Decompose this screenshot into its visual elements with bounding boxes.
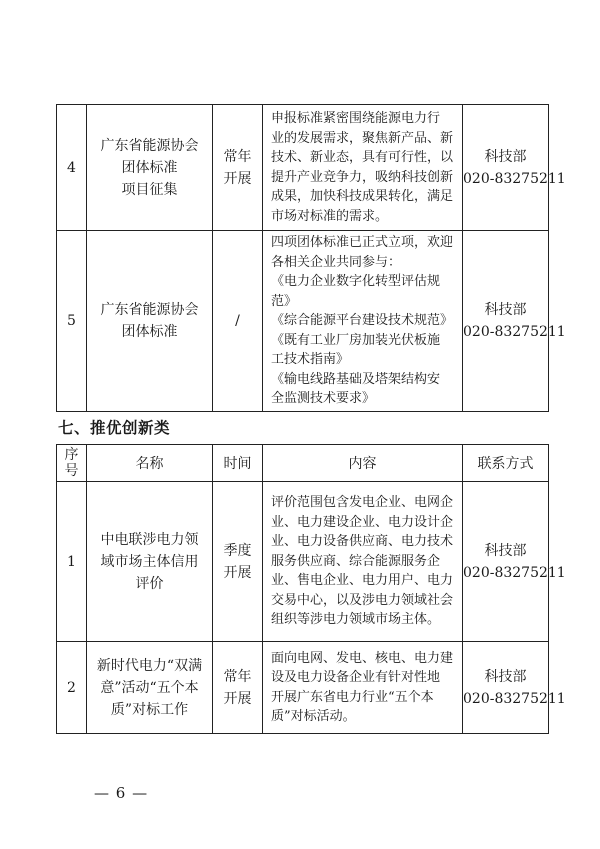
standards-table bbox=[56, 104, 566, 412]
header-name: 名称 bbox=[87, 445, 213, 482]
table-row bbox=[57, 105, 549, 231]
row-number: 1 bbox=[57, 482, 87, 642]
header-contact: 联系方式 bbox=[463, 445, 549, 482]
item-content: 评价范围包含发电企业、电网企 业、电力建设企业、电力设计企 业、电力设备供应商、电力技术 服务供应商、综合能源服务企 业、售电企业、电力用户、电力 交易中心，以及涉电力领域社会 组织等涉电力领域市场主体。 bbox=[263, 482, 463, 642]
item-content: 四项团体标准已正式立项，欢迎 各相关企业共同参与： 《电力企业数字化转型评估规 范》 《综合能源平台建设技术规范》 《既有工业厂房加装光伏板施 工技术指南》 《输电线路基础及塔架结构安 全监测技术要求》 bbox=[263, 231, 463, 412]
item-name: 广东省能源协会 团体标准 bbox=[87, 231, 213, 412]
item-name: 中电联涉电力领 域市场主体信用 评价 bbox=[87, 482, 213, 642]
item-name: 广东省能源协会 团体标准 项目征集 bbox=[87, 105, 213, 231]
table-header-row bbox=[57, 445, 549, 482]
item-name: 新时代电力“双满 意”活动“五个本 质”对标工作 bbox=[87, 642, 213, 734]
table-row bbox=[57, 231, 549, 412]
awards-table bbox=[56, 444, 566, 734]
page-number: — 6 — bbox=[94, 784, 149, 802]
item-contact: 科技部 020-83275211 bbox=[463, 642, 549, 734]
item-time: 季度 开展 bbox=[213, 482, 263, 642]
item-content: 面向电网、发电、核电、电力建 设及电力设备企业有针对性地 开展广东省电力行业“五个本 质”对标活动。 bbox=[263, 642, 463, 734]
item-time: 常年 开展 bbox=[213, 105, 263, 231]
row-number: 5 bbox=[57, 231, 87, 412]
table-row bbox=[57, 642, 549, 734]
item-contact: 科技部 020-83275211 bbox=[463, 231, 549, 412]
item-content: 申报标准紧密围绕能源电力行 业的发展需求，聚焦新产品、新 技术、新业态，具有可行性，以 提升产业竞争力，吸纳科技创新 成果，加快科技成果转化，满足 市场对标准的需求。 bbox=[263, 105, 463, 231]
header-time: 时间 bbox=[213, 445, 263, 482]
header-number: 序 号 bbox=[57, 445, 87, 482]
table-row bbox=[57, 482, 549, 642]
section-title: 七、推优创新类 bbox=[58, 419, 171, 437]
item-contact: 科技部 020-83275211 bbox=[463, 482, 549, 642]
row-number: 4 bbox=[57, 105, 87, 231]
row-number: 2 bbox=[57, 642, 87, 734]
item-contact: 科技部 020-83275211 bbox=[463, 105, 549, 231]
item-time: 常年 开展 bbox=[213, 642, 263, 734]
item-time: / bbox=[213, 231, 263, 412]
header-content: 内容 bbox=[263, 445, 463, 482]
